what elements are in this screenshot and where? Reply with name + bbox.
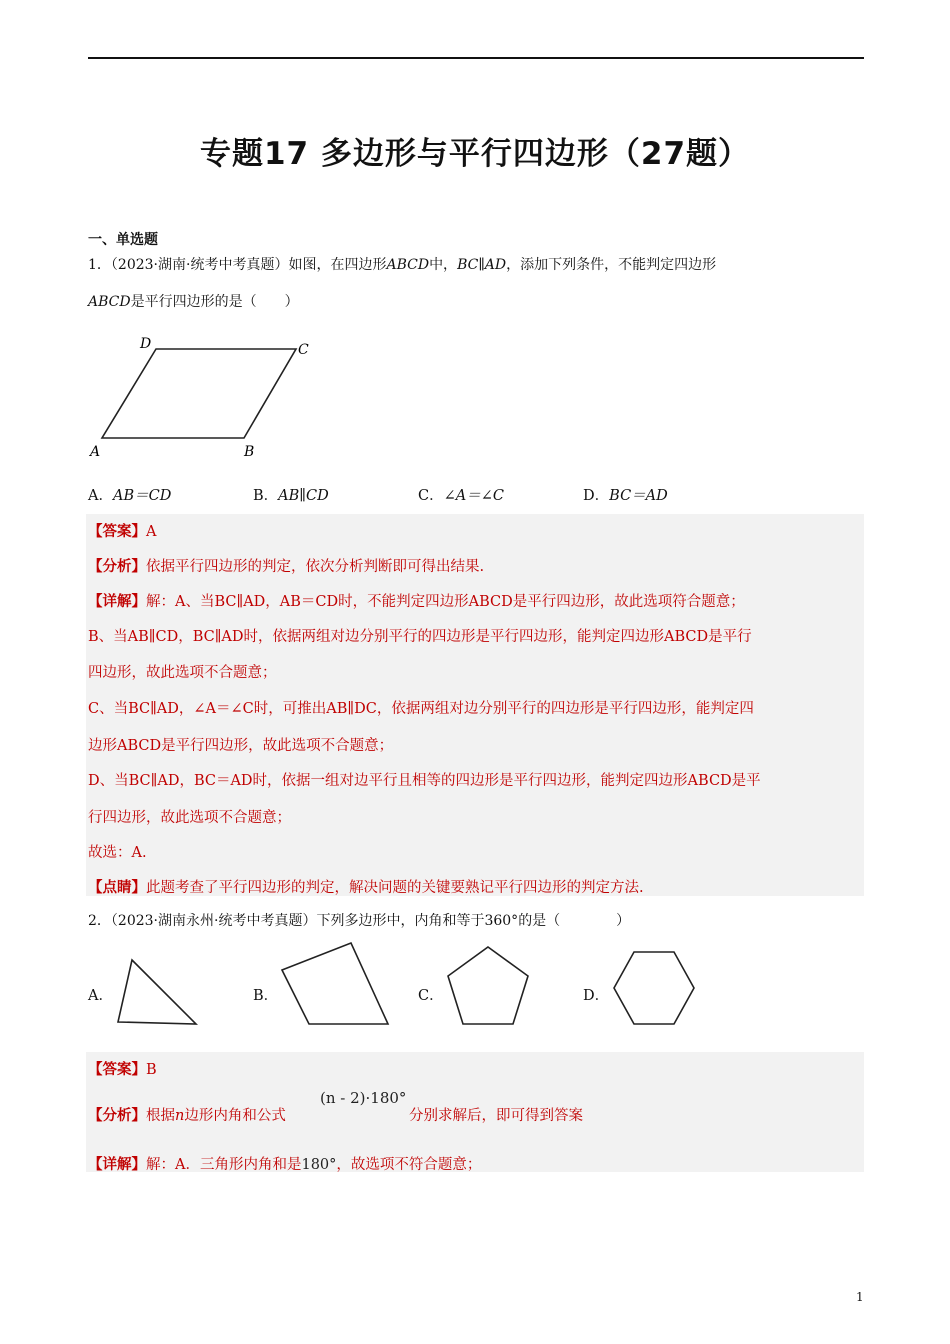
q2-option-b-letter[interactable]: B． — [253, 988, 279, 1004]
q2-source: （2023·湖南永州·统考中考真题） — [110, 913, 317, 929]
q1-comment: 【点睛】此题考查了平行四边形的判定，解决问题的关键要熟记平行四边形的判定方法. — [88, 879, 644, 896]
figure-label-a: A — [90, 444, 101, 460]
q1-option-d[interactable]: D．BC＝AD — [583, 488, 668, 504]
q1-source: （2023·湖南·统考中考真题） — [110, 257, 289, 273]
q2-option-a-letter[interactable]: A． — [88, 988, 113, 1004]
q1-detail-line-1: 【详解】解：A、当BC∥AD，AB＝CD时，不能判定四边形ABCD是平行四边形，故此选项符合题意； — [88, 593, 745, 610]
q2-number: 2． — [88, 913, 111, 929]
q2-detail-value: 180° — [301, 1157, 337, 1173]
q1-option-b[interactable]: B．AB∥CD — [253, 488, 329, 504]
q1-option-a[interactable]: A．AB＝CD — [88, 488, 172, 504]
q1-number: 1． — [88, 257, 111, 273]
q2-analysis: 【分析】根据n边形内角和公式 — [88, 1107, 286, 1124]
q2-value: 360° — [484, 913, 519, 929]
q1-parallelogram-figure — [86, 332, 326, 462]
section-heading: 一、单选题 — [88, 232, 158, 248]
q1-analysis: 【分析】依据平行四边形的判定，依次分析判断即可得出结果. — [88, 558, 485, 575]
q2-line1: 2．（2023·湖南永州·统考中考真题）下列多边形中，内角和等于360°的是（ ） — [88, 913, 631, 929]
q1-detail-line-3: 四边形，故此选项不合题意； — [88, 665, 277, 681]
q1-detail-line-7: 行四边形，故此选项不合题意； — [88, 810, 291, 826]
q1-answer: 【答案】A — [88, 523, 157, 540]
q1-detail-line-5: 边形ABCD是平行四边形，故此选项不合题意； — [88, 738, 394, 754]
q2-detail-line-1: 【详解】解：A．三角形内角和是180°，故选项不符合题意； — [88, 1156, 482, 1173]
header-rule — [88, 57, 864, 59]
q2-option-a-triangle[interactable] — [112, 955, 204, 1029]
figure-label-c: C — [298, 342, 309, 358]
q2-option-c-letter[interactable]: C． — [418, 988, 444, 1004]
q1-line2: ABCD是平行四边形的是（ ） — [88, 294, 299, 310]
q1-option-c[interactable]: C．∠A＝∠C — [418, 488, 504, 504]
q2-answer: 【答案】B — [88, 1061, 157, 1078]
q1-detail-line-8: 故选：A. — [88, 845, 147, 861]
q2-option-c-pentagon[interactable] — [442, 943, 534, 1029]
q1-detail-line-2: B、当AB∥CD，BC∥AD时，依据两组对边分别平行的四边形是平行四边形，能判定四边形ABCD是平行 — [88, 629, 752, 645]
page-number: 1 — [856, 1290, 864, 1304]
q1-line1: 1．（2023·湖南·统考中考真题）如图，在四边形ABCD中，BC∥AD，添加下列条件，不能判定四边形 — [88, 257, 717, 273]
page-title: 专题17 多边形与平行四边形（27题） — [199, 136, 751, 172]
figure-label-b: B — [244, 444, 255, 460]
q2-option-d-hexagon[interactable] — [610, 948, 698, 1028]
q2-formula: (n - 2)·180° — [320, 1089, 407, 1107]
q1-detail-line-6: D、当BC∥AD，BC＝AD时，依据一组对边平行且相等的四边形是平行四边形，能判定四边形ABCD是平 — [88, 773, 761, 789]
figure-label-d: D — [140, 336, 152, 352]
q2-option-d-letter[interactable]: D． — [583, 988, 610, 1004]
q1-detail-line-4: C、当BC∥AD，∠A＝∠C时，可推出AB∥DC，依据两组对边分别平行的四边形是平行四边形，能判定四 — [88, 701, 754, 717]
q2-option-b-quadrilateral[interactable] — [276, 938, 394, 1030]
q2-analysis-tail: 分别求解后，即可得到答案 — [409, 1108, 583, 1124]
